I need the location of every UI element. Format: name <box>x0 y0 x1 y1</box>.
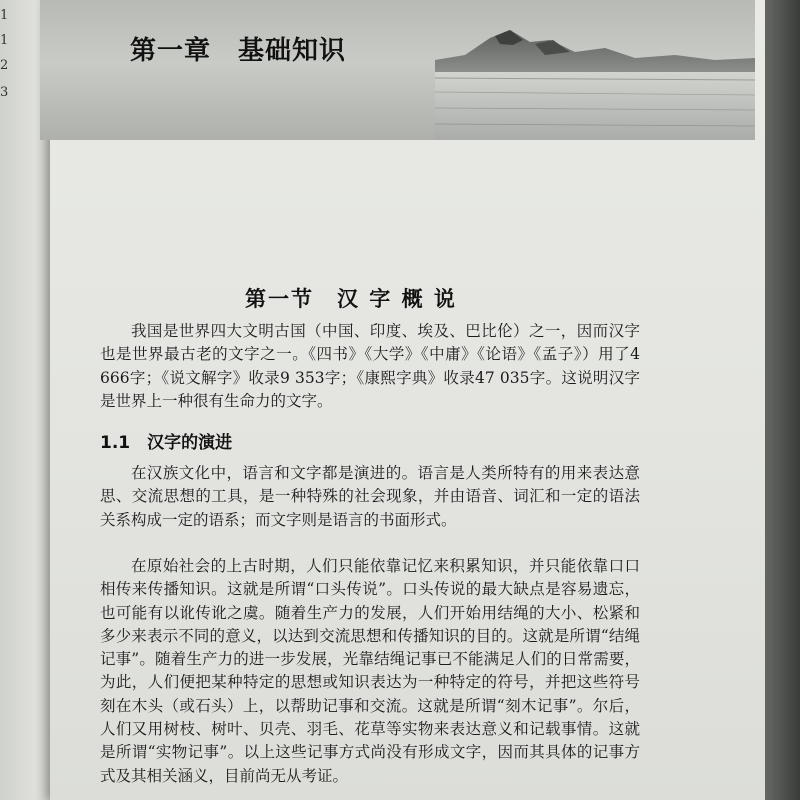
intro-paragraph: 我国是世界四大文明古国（中国、印度、埃及、巴比伦）之一，因而汉字也是世界最古老的文字之一。《四书》《大学》《中庸》《论语》《孟子》）用了4 666字；《说文解字》收录9 353字；《康熙字典》收录47 035字。这说明汉字是世界上一种很有生命力的文字。 <box>100 322 640 410</box>
subsection-title: 汉字的演进 <box>147 433 233 453</box>
background-surface <box>760 0 800 800</box>
margin-number: 1 <box>0 8 9 23</box>
section-title: 第一节 汉 字 概 说 <box>245 287 457 311</box>
landscape-illustration <box>435 0 755 140</box>
body-paragraph: 在原始社会的上古时期，人们只能依靠记忆来积累知识，并只能依靠口口相传来传播知识。这就是所谓“口头传说”。口头传说的最大缺点是容易遗忘，也可能有以讹传讹之虞。随着生产力的发展，人们开始用结绳的大小、松紧和多少来表示不同的意义，以达到交流思想和传播知识的目的。这就是所谓“结绳记事”。随着生产力的进一步发展，光靠结绳记事已不能满足人们的日常需要，为此，人们便把某种特定的思想或知识表达为一种特定的符号，并把这些符号刻在木头（或石头）上，以帮助记事和交流。这就是所谓“刻木记事”。尔后，人们又用树枝、树叶、贝壳、羽毛、花草等实物来表达意义和记载事情。这就是所谓“实物记事”。以上这些记事方式尚没有形成文字，因而其具体的记事方式及其相关涵义，目前尚无从考证。 <box>100 557 640 785</box>
chapter-title: 第一章 基础知识 <box>130 36 347 66</box>
margin-number: 3 <box>0 85 9 100</box>
subsection-heading <box>100 428 232 453</box>
margin-number: 2 <box>0 58 9 73</box>
margin-number: 1 <box>0 33 9 48</box>
chapter-banner <box>40 0 755 140</box>
subsection-number: 1.1 <box>100 433 131 453</box>
body-paragraph: 在汉族文化中，语言和文字都是演进的。语言是人类所特有的用来表达意思、交流思想的工具，是一种特殊的社会现象，并由语音、词汇和一定的语法关系构成一定的语系；而文字则是语言的书面形式。 <box>100 464 640 529</box>
